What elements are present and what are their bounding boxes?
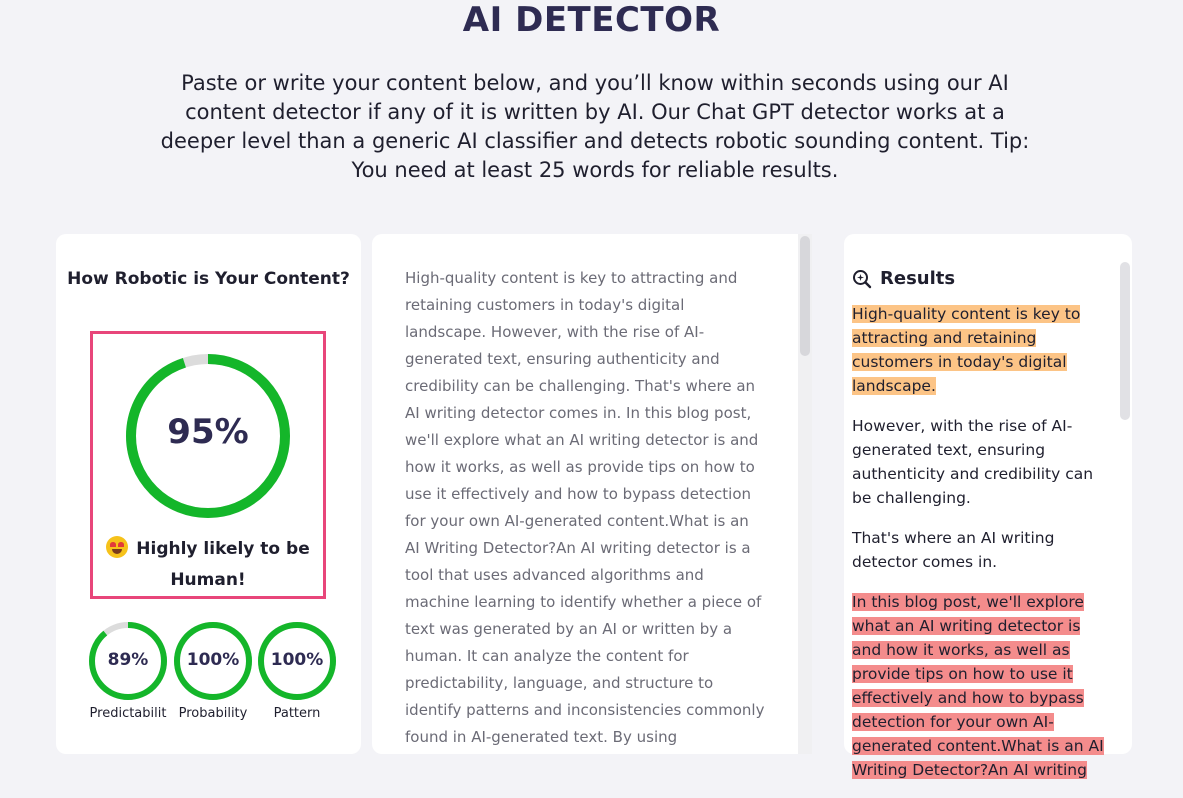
pattern-value: 100% [270, 650, 324, 670]
metric-predictability [87, 620, 169, 721]
pattern-label: Pattern [273, 706, 321, 721]
probability-label: Probability [178, 706, 248, 721]
editor-scrollbar[interactable] [798, 234, 812, 754]
search-sparkle-icon [852, 269, 872, 289]
results-list [852, 302, 1112, 798]
verdict-text: Highly likely to be Human! [136, 539, 310, 590]
content-text-area[interactable]: High-quality content is key to attracting and retaining customers in today's digital landscape. However, with the rise of AI-generated text, ensuring authenticity and credibility can be challenging. That's where an AI writing detector comes in. In this blog post, we'll explore what an AI writing detector is and how it works, as well as provide tips on how to use it effectively and how to bypass detection for your own AI-generated content.What is an AI Writing Detector?An AI writing detector is a tool that uses advanced algorithms and machine learning to identify whether a piece of text was generated by an AI or written by a human. It can analyze the content for predictability, language, and structure to identify patterns and inconsistencies commonly found in AI-generated text. By using [405, 269, 765, 746]
star-struck-emoji-icon [106, 536, 128, 558]
predictability-value: 89% [107, 650, 149, 670]
overall-score-value: 95% [167, 412, 249, 452]
results-heading-text: Results [880, 268, 956, 289]
result-sentence: That's where an AI writing detector comes in. [852, 529, 1055, 571]
results-scrollbar-thumb[interactable] [1120, 262, 1130, 420]
score-card [56, 234, 361, 754]
results-scrollbar[interactable] [1118, 262, 1132, 754]
result-sentence: High-quality content is key to attracting and retaining customers in today's digital landscape. [852, 305, 1081, 395]
page-title: AI DETECTOR [462, 0, 721, 40]
results-card [844, 234, 1132, 779]
result-sentence: In this blog post, we'll explore what an AI writing detector is and how it works, as well as provide tips on how to use it effectively and how to bypass detection for your own AI-generated content.What is an AI Writing Detector?An AI writing [852, 593, 1104, 779]
result-sentence: However, with the rise of AI-generated text, ensuring authenticity and credibility can be challenging. [852, 417, 1094, 507]
predictability-label: Predictabilit [89, 706, 167, 721]
results-heading [852, 268, 955, 289]
page-subtitle: Paste or write your content below, and you’ll know within seconds using our AI content detector if any of it is written by AI. Our Chat GPT detector works at a deeper level than a generic AI classifier and detects robotic sounding content. Tip: You need at least 25 words for reliable results. [160, 71, 1030, 182]
overall-score-box [90, 331, 326, 599]
score-card-heading: How Robotic is Your Content? [67, 269, 350, 289]
editor-scrollbar-thumb[interactable] [800, 236, 810, 356]
verdict [103, 534, 313, 596]
probability-value: 100% [186, 650, 240, 670]
content-editor-card [372, 234, 812, 754]
metric-pattern [256, 620, 338, 721]
metric-probability [172, 620, 254, 721]
